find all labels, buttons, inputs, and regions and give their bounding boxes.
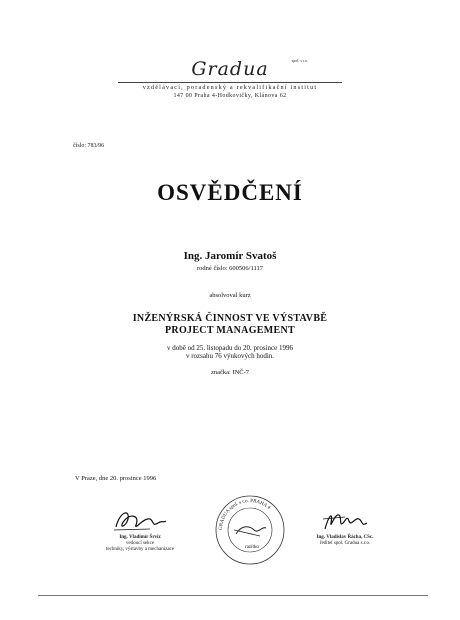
recipient-name: Ing. Jaromír Svatoš [183,250,277,262]
stamp-ring-text: GRADUA spol. s r.o. PRAHA 4 [218,498,271,531]
course-title-line1: INŽENÝRSKÁ ČINNOST VE VÝSTAVBĚ [132,313,328,324]
left-signatory-role2: techniky, výstavby a mechanizace [106,547,174,552]
certificate-number: číslo: 783/96 [73,143,105,149]
logo-superscript: spol. s r.o. [291,58,308,63]
svg-text:GRADUA spol. s r.o. PRAHA 4 [219,499,271,530]
stamp-label: razítko [245,545,259,550]
course-dates: v době od 25. listopadu do 20. prosince 1996 [167,344,293,352]
letterhead [100,58,360,100]
footer-divider [38,595,428,596]
place-and-date: V Praze, dne 20. prosince 1996 [75,475,157,482]
course-title-line2: PROJECT MANAGEMENT [165,325,295,336]
right-signatory-role1: ředitel spol. Gradua s.r.o. [319,541,371,546]
left-signature-icon [110,505,170,535]
birth-number: rodné číslo: 600506/1117 [197,265,263,272]
right-signature-icon [315,505,375,535]
gradua-logo [100,58,360,84]
logo-text: Gradua [191,58,269,80]
left-signature-block [95,505,185,553]
course-hours: v rozsahu 76 výukových hodin. [185,352,275,360]
certificate-title: OSVĚDČENÍ [157,180,303,205]
left-signatory-role1: vedoucí sekce [125,541,155,546]
institute-description: vzdělávací, poradenský a rekvalifikační institut [142,84,318,91]
left-signatory-name: Ing. Vladimír Šrvíz [119,535,161,540]
course-code: značka: INČ-7 [210,369,250,376]
stamp-icon [210,490,290,570]
right-signature-block [300,505,390,547]
logo-underline [118,82,342,83]
completed-text: absolvoval kurz [209,292,251,299]
institute-address: 147 00 Praha 4-Hodkovičky, Klánova 62 [173,93,287,99]
right-signatory-name: Ing. Vladislav Řácha, CSc. [316,535,374,540]
